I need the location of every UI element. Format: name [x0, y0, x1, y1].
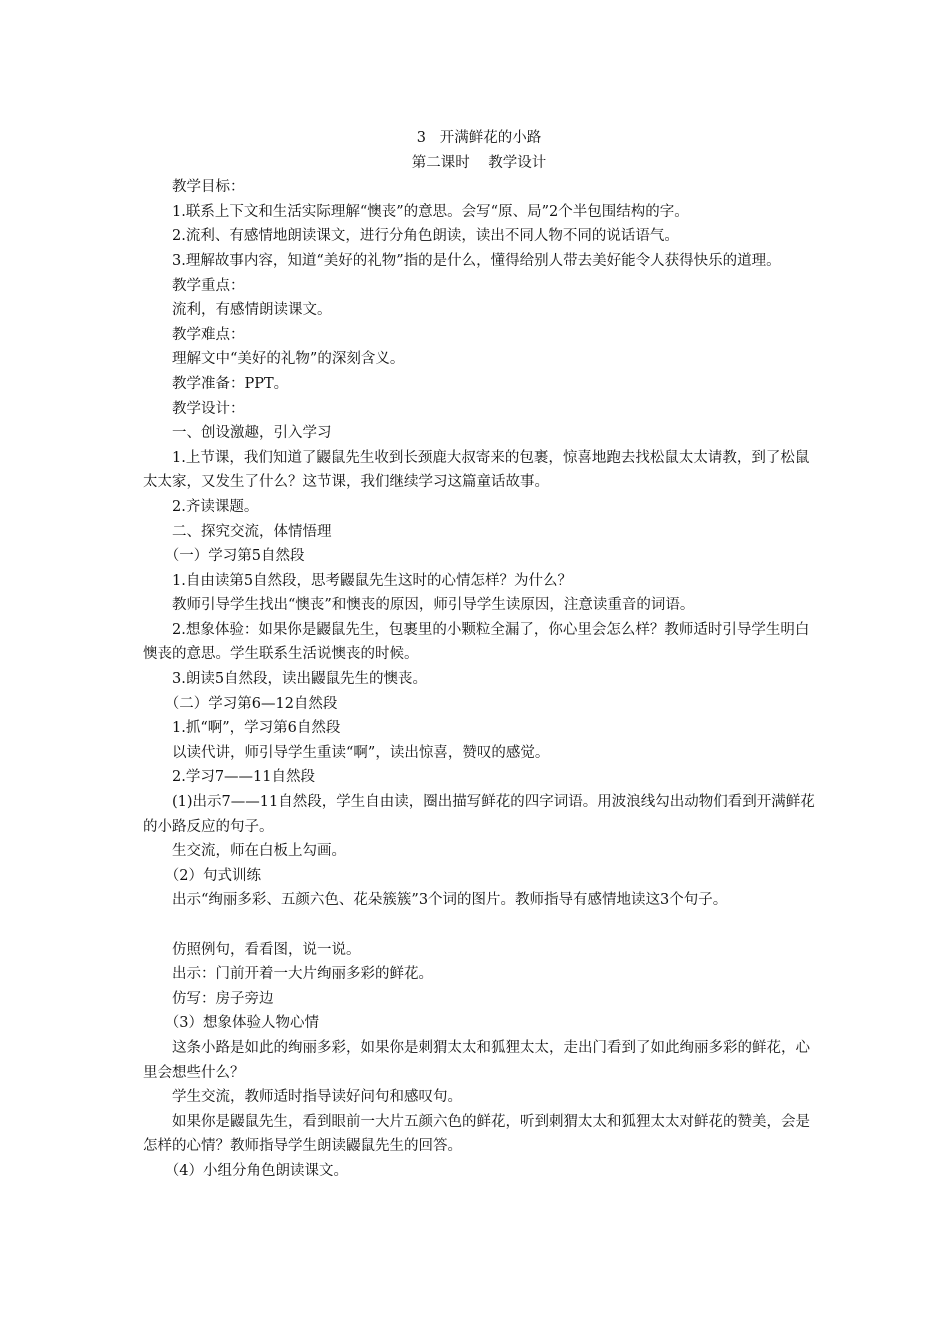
subsection-1-item-2: 2.想象体验：如果你是鼹鼠先生，包裹里的小颗粒全漏了，你心里会怎么样？教师适时引导学生明白懊丧的意思。学生联系生活说懊丧的时候。	[143, 621, 810, 663]
heading-design: 教学设计：	[172, 400, 245, 417]
section-2-heading: 二、探究交流，体情悟理	[172, 523, 332, 540]
section-1-heading: 一、创设激趣，引入学习	[172, 425, 332, 442]
subsection-2-item-2: 2.学习7——11自然段	[172, 769, 316, 786]
preparation-text: 教学准备：PPT。	[172, 375, 289, 392]
blank-line	[143, 913, 815, 938]
subsection-2-item-1: 1.抓“啊”，学习第6自然段	[172, 720, 341, 737]
heading-objectives: 教学目标：	[172, 179, 245, 196]
heading-key-points: 教学重点：	[172, 277, 245, 294]
objective-3: 3.理解故事内容，知道“美好的礼物”指的是什么，懂得给别人带去美好能令人获得快乐的道理。	[172, 252, 781, 269]
step-2-example: 出示：门前开着一大片绚丽多彩的鲜花。	[172, 966, 433, 983]
step-1-exchange: 生交流，师在白板上勾画。	[172, 843, 346, 860]
subsection-2-heading: （二）学习第6—12自然段	[164, 695, 338, 712]
step-3-mole: 如果你是鼹鼠先生，看到眼前一大片五颜六色的鲜花，听到刺猬太太和狐狸太太对鲜花的赞美，会是怎样的心情？教师指导学生朗读鼹鼠先生的回答。	[143, 1113, 810, 1155]
step-4-heading: （4）小组分角色朗读课文。	[164, 1162, 348, 1179]
section-1-item-2: 2.齐读课题。	[172, 498, 259, 515]
subsection-1-heading: （一）学习第5自然段	[164, 548, 305, 565]
step-3-heading: （3）想象体验人物心情	[164, 1015, 319, 1032]
subsection-1-item-1: 1.自由读第5自然段，思考鼹鼠先生这时的心情怎样？为什么？	[172, 572, 573, 589]
step-1-text: (1)出示7——11自然段，学生自由读，圈出描写鲜花的四字词语。用波浪线勾出动物们看到开满鲜花的小路反应的句子。	[143, 794, 815, 835]
difficulties-text: 理解文中“美好的礼物”的深刻含义。	[172, 351, 405, 368]
step-2-text: 出示“绚丽多彩、五颜六色、花朵簇簇”3个词的图片。教师指导有感情地读这3个句子。	[172, 892, 728, 909]
key-points-text: 流利，有感情朗读课文。	[172, 302, 332, 319]
step-2-heading: （2）句式训练	[164, 867, 261, 884]
document-subtitle: 第二课时 教学设计	[411, 154, 547, 171]
heading-difficulties: 教学难点：	[172, 326, 245, 343]
objective-1: 1.联系上下文和生活实际理解“懊丧”的意思。会写“原、局”2个半包围结构的字。	[172, 203, 689, 220]
document-title: 3 开满鲜花的小路	[416, 130, 542, 146]
step-2-exercise: 仿写：房子旁边	[172, 990, 274, 1007]
subsection-1-guide: 教师引导学生找出“懊丧”和懊丧的原因，师引导学生读原因，注意读重音的词语。	[172, 597, 695, 614]
subsection-2-item-1-text: 以读代讲，师引导学生重读“啊”，读出惊喜，赞叹的感觉。	[172, 744, 550, 761]
document-body	[143, 126, 815, 1184]
step-3-exchange: 学生交流，教师适时指导读好问句和感叹句。	[172, 1089, 462, 1106]
step-2-imitate: 仿照例句，看看图，说一说。	[172, 941, 361, 958]
subsection-1-item-3: 3.朗读5自然段，读出鼹鼠先生的懊丧。	[172, 671, 428, 688]
step-3-text: 这条小路是如此的绚丽多彩，如果你是刺猬太太和狐狸太太，走出门看到了如此绚丽多彩的鲜花，心里会想些什么？	[143, 1039, 810, 1081]
section-1-item-1: 1.上节课，我们知道了鼹鼠先生收到长颈鹿大叔寄来的包裹，惊喜地跑去找松鼠太太请教，到了松鼠太太家，又发生了什么？这节课，我们继续学习这篇童话故事。	[143, 449, 810, 491]
objective-2: 2.流利、有感情地朗读课文，进行分角色朗读，读出不同人物不同的说话语气。	[172, 228, 679, 245]
